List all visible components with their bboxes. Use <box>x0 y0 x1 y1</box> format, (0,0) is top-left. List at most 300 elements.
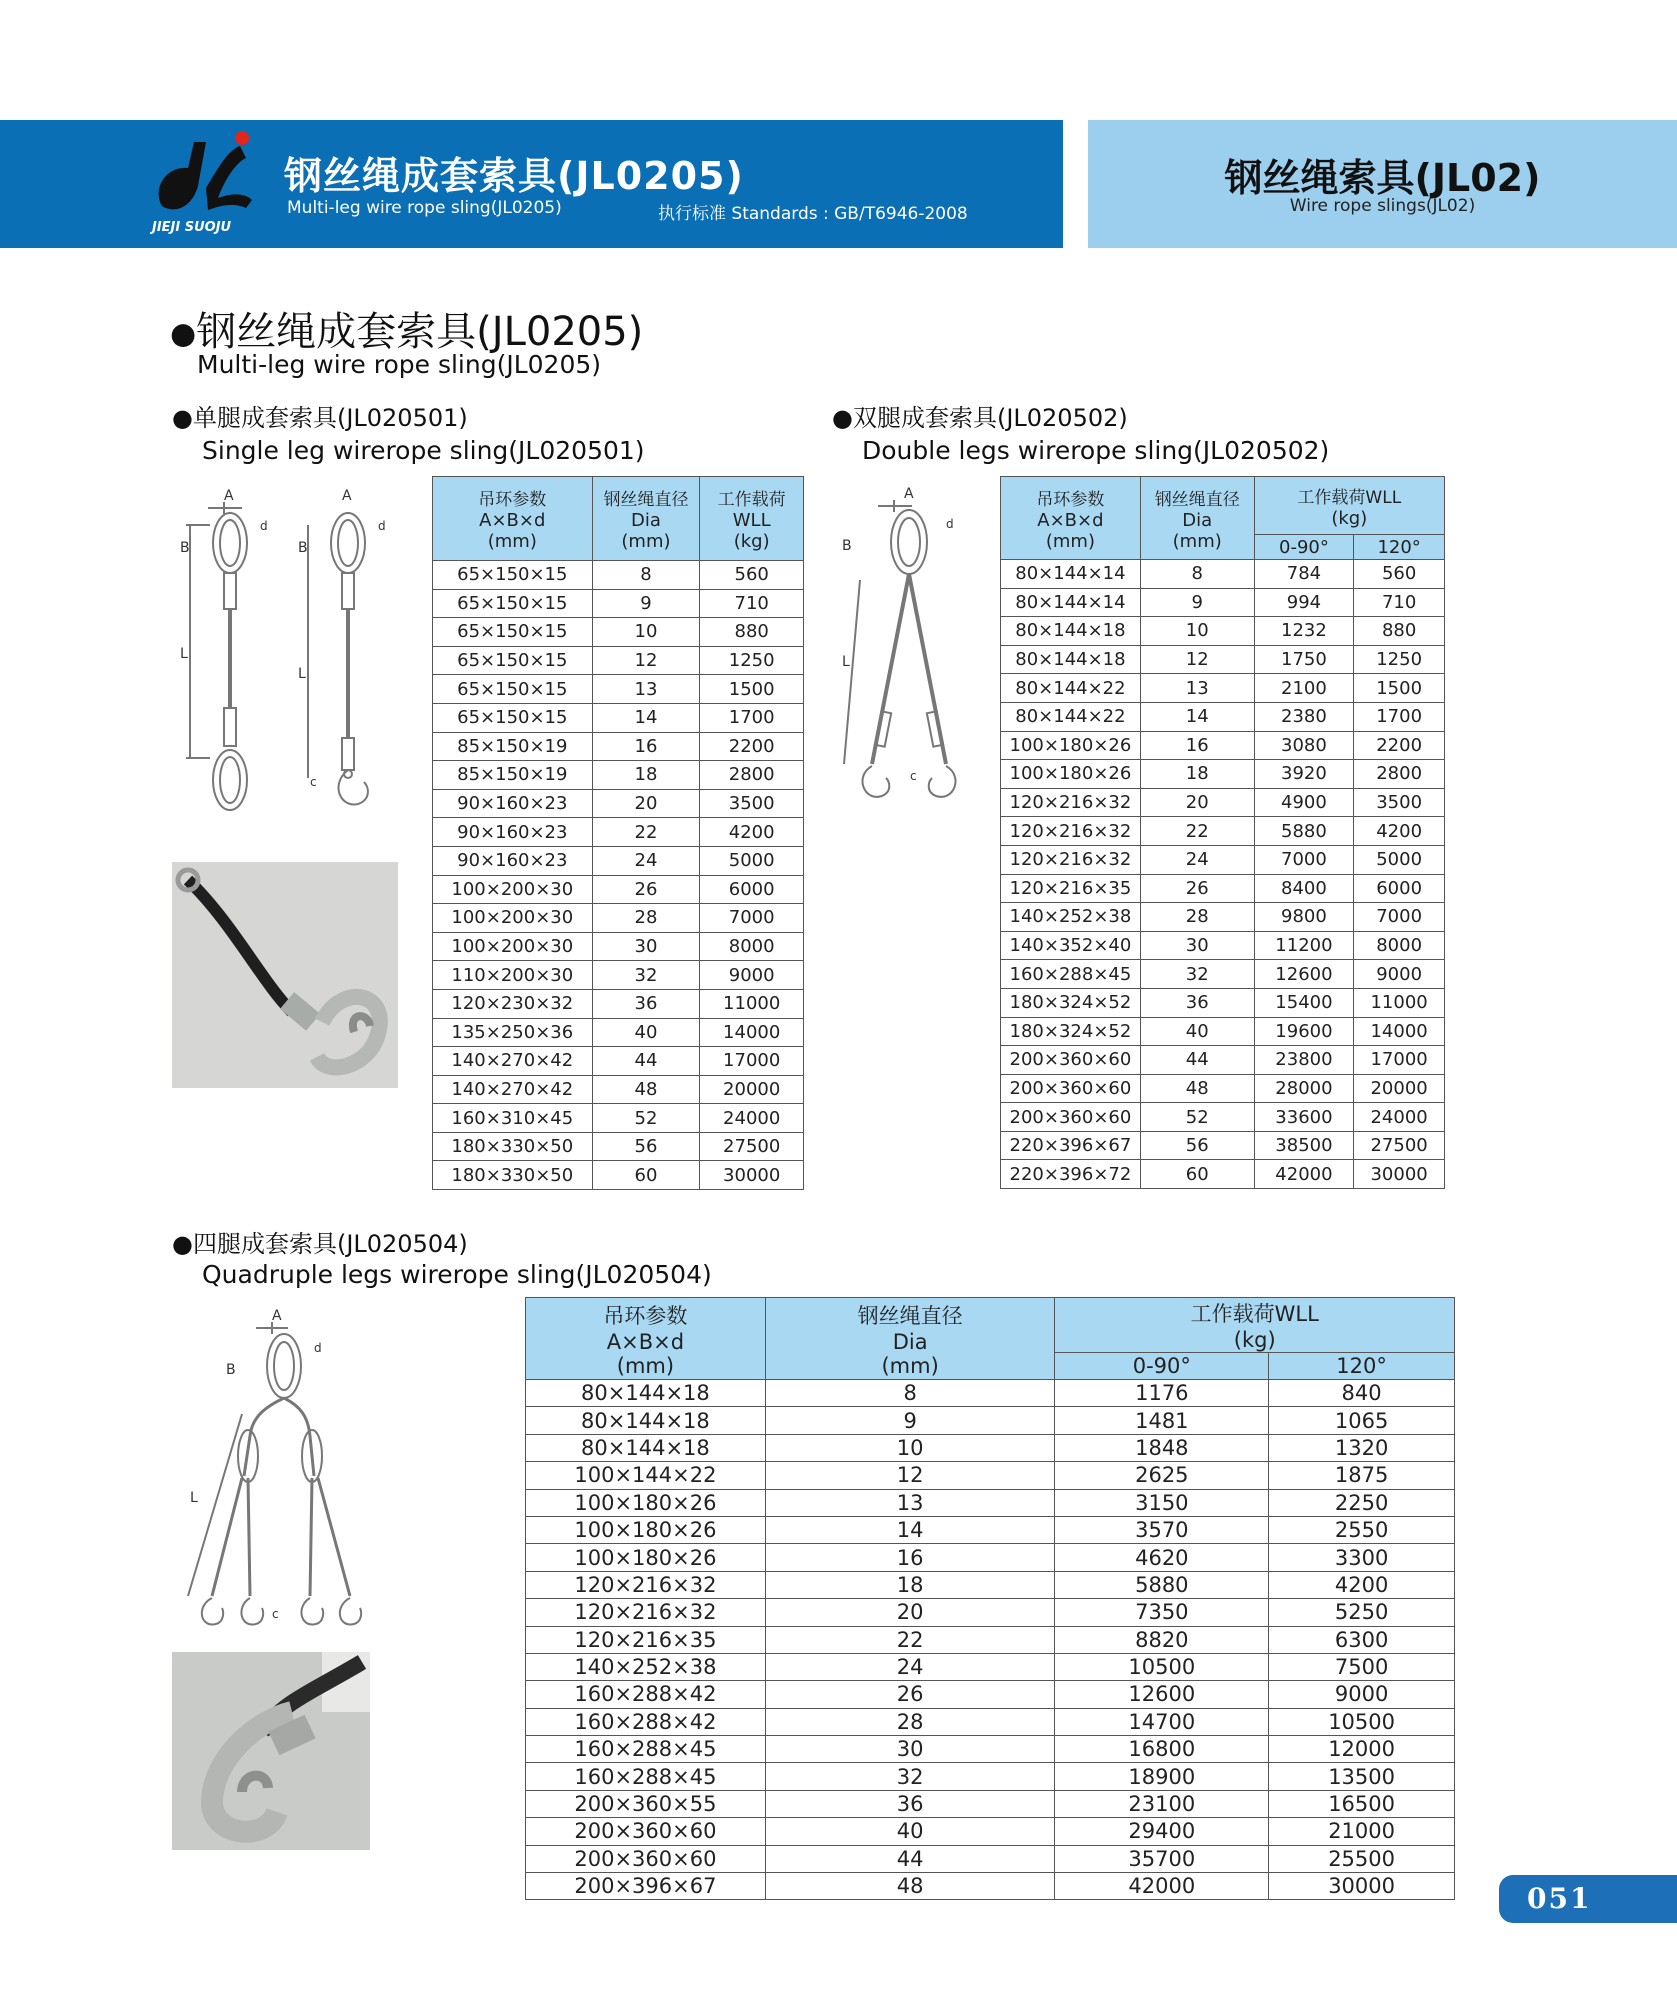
table-cell: 32 <box>1140 960 1254 989</box>
table-cell: 4200 <box>1354 817 1445 846</box>
table-cell: 12000 <box>1269 1736 1455 1763</box>
table-cell: 42000 <box>1254 1160 1354 1189</box>
table-cell: 710 <box>1354 588 1445 617</box>
table-cell: 200×360×60 <box>1001 1046 1141 1075</box>
svg-text:d: d <box>946 517 954 531</box>
table-cell: 10 <box>765 1434 1055 1461</box>
table-cell: 140×252×38 <box>1001 903 1141 932</box>
table-cell: 20 <box>765 1599 1055 1626</box>
table-row <box>526 1763 1455 1790</box>
table-cell: 24 <box>765 1653 1055 1680</box>
table-cell: 200×360×60 <box>526 1845 766 1872</box>
svg-text:c: c <box>272 1607 279 1621</box>
svg-text:c: c <box>910 769 917 783</box>
table-cell: 60 <box>1140 1160 1254 1189</box>
table-cell: 8400 <box>1254 874 1354 903</box>
company-logo <box>148 128 258 236</box>
table-cell: 23800 <box>1254 1046 1354 1075</box>
table-cell: 12 <box>765 1462 1055 1489</box>
table-row <box>526 1380 1455 1407</box>
table-row <box>526 1407 1455 1434</box>
table-row <box>1001 1160 1445 1189</box>
table-cell: 7000 <box>1354 903 1445 932</box>
table-cell: 2800 <box>700 761 804 790</box>
table-cell: 14700 <box>1055 1708 1269 1735</box>
table-cell: 100×180×26 <box>526 1516 766 1543</box>
table-row <box>526 1845 1455 1872</box>
table-cell: 120×216×35 <box>526 1626 766 1653</box>
table-cell: 80×144×18 <box>526 1434 766 1461</box>
table-cell: 710 <box>700 589 804 618</box>
table-cell: 140×252×38 <box>526 1653 766 1680</box>
table-row <box>526 1489 1455 1516</box>
table-cell: 10 <box>1140 617 1254 646</box>
table-cell: 12 <box>592 646 700 675</box>
table-cell: 9800 <box>1254 903 1354 932</box>
svg-text:L: L <box>180 646 188 662</box>
table-cell: 120×216×32 <box>1001 788 1141 817</box>
table-row <box>526 1818 1455 1845</box>
table-cell: 13 <box>592 675 700 704</box>
table-cell: 60 <box>592 1161 700 1190</box>
table-row <box>526 1599 1455 1626</box>
table-cell: 220×396×67 <box>1001 1131 1141 1160</box>
quad-leg-photo <box>172 1652 370 1850</box>
table-cell: 200×360×60 <box>1001 1074 1141 1103</box>
table-cell: 28 <box>1140 903 1254 932</box>
table-cell: 1750 <box>1254 645 1354 674</box>
table-cell: 160×288×42 <box>526 1681 766 1708</box>
table-cell: 8 <box>765 1380 1055 1407</box>
table-row <box>526 1681 1455 1708</box>
table-cell: 4200 <box>700 818 804 847</box>
table-cell: 140×352×40 <box>1001 931 1141 960</box>
table-cell: 5250 <box>1269 1599 1455 1626</box>
table-row <box>1001 931 1445 960</box>
table-cell: 19600 <box>1254 1017 1354 1046</box>
table-row <box>1001 588 1445 617</box>
table-row <box>433 989 804 1018</box>
col-header-params: 吊环参数 A×B×d (mm) <box>1001 477 1141 560</box>
col-header-dia: 钢丝绳直径 Dia (mm) <box>765 1298 1055 1380</box>
table-row <box>526 1516 1455 1543</box>
single-title-cn: ●单腿成套索具(JL020501) <box>172 404 468 432</box>
table-cell: 14000 <box>700 1018 804 1047</box>
table-cell: 180×330×50 <box>433 1132 593 1161</box>
table-row <box>1001 1131 1445 1160</box>
table-cell: 4200 <box>1269 1571 1455 1598</box>
single-leg-photo <box>172 862 398 1088</box>
table-cell: 3570 <box>1055 1516 1269 1543</box>
table-cell: 28000 <box>1254 1074 1354 1103</box>
table-cell: 90×160×23 <box>433 789 593 818</box>
table-cell: 65×150×15 <box>433 618 593 647</box>
table-row <box>1001 1074 1445 1103</box>
table-cell: 26 <box>592 875 700 904</box>
table-row <box>526 1708 1455 1735</box>
table-cell: 1250 <box>700 646 804 675</box>
svg-text:B: B <box>180 540 190 556</box>
table-cell: 220×396×72 <box>1001 1160 1141 1189</box>
table-cell: 18 <box>765 1571 1055 1598</box>
table-row <box>1001 1046 1445 1075</box>
table-cell: 11000 <box>1354 988 1445 1017</box>
col-header-dia: 钢丝绳直径 Dia (mm) <box>592 477 700 561</box>
svg-text:L: L <box>842 654 850 670</box>
table-cell: 20000 <box>700 1075 804 1104</box>
svg-text:d: d <box>314 1341 322 1355</box>
table-row <box>1001 674 1445 703</box>
table-cell: 994 <box>1254 588 1354 617</box>
table-cell: 2200 <box>700 732 804 761</box>
table-cell: 160×288×45 <box>526 1736 766 1763</box>
table-row <box>1001 845 1445 874</box>
table-cell: 13 <box>1140 674 1254 703</box>
table-row <box>1001 788 1445 817</box>
table-cell: 65×150×15 <box>433 561 593 590</box>
table-cell: 880 <box>700 618 804 647</box>
table-cell: 840 <box>1269 1380 1455 1407</box>
table-row <box>1001 1017 1445 1046</box>
double-title-en: Double legs wirerope sling(JL020502) <box>862 436 1330 465</box>
table-cell: 9 <box>592 589 700 618</box>
table-cell: 16800 <box>1055 1736 1269 1763</box>
table-cell: 560 <box>700 561 804 590</box>
single-leg-diagram <box>180 488 410 820</box>
table-cell: 30 <box>1140 931 1254 960</box>
table-cell: 22 <box>1140 817 1254 846</box>
table-cell: 90×160×23 <box>433 818 593 847</box>
table-row <box>433 1161 804 1190</box>
table-cell: 160×288×45 <box>1001 960 1141 989</box>
table-cell: 6300 <box>1269 1626 1455 1653</box>
table-cell: 22 <box>592 818 700 847</box>
svg-text:A: A <box>904 486 914 502</box>
table-row <box>433 1075 804 1104</box>
table-row <box>433 732 804 761</box>
table-cell: 10500 <box>1269 1708 1455 1735</box>
table-cell: 20000 <box>1354 1074 1445 1103</box>
table-cell: 80×144×18 <box>1001 617 1141 646</box>
table-cell: 17000 <box>1354 1046 1445 1075</box>
table-row <box>433 961 804 990</box>
svg-text:d: d <box>260 519 268 533</box>
table-row <box>1001 702 1445 731</box>
table-cell: 140×270×42 <box>433 1075 593 1104</box>
table-cell: 28 <box>592 904 700 933</box>
col-header-angle-0-90: 0-90° <box>1055 1353 1269 1380</box>
table-cell: 8 <box>1140 560 1254 589</box>
table-row <box>433 875 804 904</box>
table-cell: 26 <box>765 1681 1055 1708</box>
table-cell: 2250 <box>1269 1489 1455 1516</box>
table-cell: 21000 <box>1269 1818 1455 1845</box>
table-cell: 160×288×42 <box>526 1708 766 1735</box>
table-cell: 40 <box>1140 1017 1254 1046</box>
svg-text:B: B <box>226 1362 236 1378</box>
table-row <box>433 675 804 704</box>
table-cell: 8 <box>592 561 700 590</box>
table-cell: 30 <box>592 932 700 961</box>
table-cell: 4620 <box>1055 1544 1269 1571</box>
table-cell: 1848 <box>1055 1434 1269 1461</box>
table-cell: 14 <box>1140 702 1254 731</box>
table-cell: 80×144×14 <box>1001 560 1141 589</box>
table-cell: 80×144×14 <box>1001 588 1141 617</box>
table-cell: 2550 <box>1269 1516 1455 1543</box>
table-cell: 200×360×60 <box>526 1818 766 1845</box>
table-cell: 80×144×22 <box>1001 702 1141 731</box>
table-cell: 1176 <box>1055 1380 1269 1407</box>
table-cell: 16 <box>765 1544 1055 1571</box>
svg-text:JIEJI SUOJU: JIEJI SUOJU <box>152 220 232 235</box>
table-cell: 13500 <box>1269 1763 1455 1790</box>
table-row <box>1001 645 1445 674</box>
table-cell: 11000 <box>700 989 804 1018</box>
col-header-dia: 钢丝绳直径 Dia (mm) <box>1140 477 1254 560</box>
table-cell: 17000 <box>700 1047 804 1076</box>
table-cell: 30000 <box>700 1161 804 1190</box>
table-cell: 2380 <box>1254 702 1354 731</box>
table-cell: 7000 <box>700 904 804 933</box>
table-cell: 18 <box>1140 760 1254 789</box>
table-cell: 200×360×60 <box>1001 1103 1141 1132</box>
quad-leg-diagram <box>182 1306 372 1642</box>
table-cell: 12600 <box>1254 960 1354 989</box>
table-cell: 100×180×26 <box>526 1489 766 1516</box>
table-row <box>1001 960 1445 989</box>
table-cell: 1875 <box>1269 1462 1455 1489</box>
table-cell: 42000 <box>1055 1873 1269 1900</box>
table-cell: 5880 <box>1254 817 1354 846</box>
table-row <box>526 1873 1455 1900</box>
table-cell: 44 <box>765 1845 1055 1872</box>
table-cell: 15400 <box>1254 988 1354 1017</box>
table-cell: 80×144×18 <box>1001 645 1141 674</box>
header-right-subtitle: Wire rope slings(JL02) <box>1289 196 1476 216</box>
table-cell: 24 <box>1140 845 1254 874</box>
table-cell: 1481 <box>1055 1407 1269 1434</box>
table-cell: 23100 <box>1055 1790 1269 1817</box>
table-cell: 180×330×50 <box>433 1161 593 1190</box>
col-header-wll: 工作载荷 WLL (kg) <box>700 477 804 561</box>
table-row <box>1001 874 1445 903</box>
table-cell: 16 <box>1140 731 1254 760</box>
table-cell: 120×230×32 <box>433 989 593 1018</box>
col-header-params: 吊环参数 A×B×d (mm) <box>526 1298 766 1380</box>
table-cell: 120×216×32 <box>526 1599 766 1626</box>
table-cell: 30 <box>765 1736 1055 1763</box>
table-row <box>1001 560 1445 589</box>
table-cell: 32 <box>765 1763 1055 1790</box>
table-cell: 120×216×32 <box>1001 845 1141 874</box>
table-cell: 48 <box>765 1873 1055 1900</box>
table-cell: 40 <box>592 1018 700 1047</box>
page-number: 051 <box>1499 1875 1677 1923</box>
table-cell: 3500 <box>1354 788 1445 817</box>
section-subtitle: Multi-leg wire rope sling(JL0205) <box>197 350 602 379</box>
table-cell: 22 <box>765 1626 1055 1653</box>
table-cell: 160×310×45 <box>433 1104 593 1133</box>
col-header-angle-120: 120° <box>1269 1353 1455 1380</box>
table-cell: 3300 <box>1269 1544 1455 1571</box>
double-title-cn: ●双腿成套索具(JL020502) <box>832 404 1128 432</box>
table-cell: 11200 <box>1254 931 1354 960</box>
table-row <box>1001 988 1445 1017</box>
table-cell: 16500 <box>1269 1790 1455 1817</box>
table-cell: 100×180×26 <box>1001 760 1141 789</box>
table-cell: 36 <box>765 1790 1055 1817</box>
table-cell: 180×324×52 <box>1001 1017 1141 1046</box>
table-cell: 5880 <box>1055 1571 1269 1598</box>
table-cell: 30000 <box>1354 1160 1445 1189</box>
table-cell: 9000 <box>1269 1681 1455 1708</box>
table-cell: 20 <box>1140 788 1254 817</box>
table-cell: 25500 <box>1269 1845 1455 1872</box>
svg-text:L: L <box>298 666 306 682</box>
table-cell: 200×360×55 <box>526 1790 766 1817</box>
table-row <box>433 1018 804 1047</box>
table-row <box>433 646 804 675</box>
svg-text:L: L <box>190 1490 198 1506</box>
double-leg-table <box>1000 476 1445 1189</box>
table-cell: 9000 <box>1354 960 1445 989</box>
svg-text:c: c <box>310 775 317 789</box>
table-cell: 160×288×45 <box>526 1763 766 1790</box>
table-cell: 44 <box>1140 1046 1254 1075</box>
table-cell: 36 <box>592 989 700 1018</box>
table-row <box>1001 817 1445 846</box>
table-cell: 135×250×36 <box>433 1018 593 1047</box>
table-row <box>433 589 804 618</box>
svg-text:A: A <box>272 1308 282 1324</box>
table-cell: 10500 <box>1055 1653 1269 1680</box>
table-row <box>433 1047 804 1076</box>
table-cell: 20 <box>592 789 700 818</box>
table-cell: 9 <box>765 1407 1055 1434</box>
table-cell: 52 <box>1140 1103 1254 1132</box>
table-cell: 3500 <box>700 789 804 818</box>
col-header-params: 吊环参数 A×B×d (mm) <box>433 477 593 561</box>
table-row <box>526 1626 1455 1653</box>
col-header-angle-120: 120° <box>1354 535 1445 560</box>
table-cell: 6000 <box>700 875 804 904</box>
table-cell: 44 <box>592 1047 700 1076</box>
table-cell: 7500 <box>1269 1653 1455 1680</box>
table-cell: 5000 <box>1354 845 1445 874</box>
header-subtitle: Multi-leg wire rope sling(JL0205) <box>287 198 562 218</box>
table-row <box>433 904 804 933</box>
col-header-wll: 工作载荷WLL (kg) <box>1254 477 1444 535</box>
table-row <box>1001 731 1445 760</box>
table-row <box>433 846 804 875</box>
table-row <box>433 1132 804 1161</box>
table-cell: 18900 <box>1055 1763 1269 1790</box>
table-row <box>526 1434 1455 1461</box>
svg-text:B: B <box>842 538 852 554</box>
table-row <box>433 761 804 790</box>
table-cell: 2800 <box>1354 760 1445 789</box>
table-cell: 9000 <box>700 961 804 990</box>
table-cell: 80×144×18 <box>526 1380 766 1407</box>
table-cell: 100×180×26 <box>1001 731 1141 760</box>
table-row <box>433 561 804 590</box>
table-cell: 80×144×18 <box>526 1407 766 1434</box>
table-cell: 880 <box>1354 617 1445 646</box>
table-cell: 12 <box>1140 645 1254 674</box>
svg-text:B: B <box>298 540 308 556</box>
table-row <box>1001 1103 1445 1132</box>
table-cell: 65×150×15 <box>433 646 593 675</box>
table-cell: 1700 <box>700 703 804 732</box>
table-cell: 56 <box>592 1132 700 1161</box>
table-cell: 3150 <box>1055 1489 1269 1516</box>
table-cell: 85×150×19 <box>433 732 593 761</box>
single-title-en: Single leg wirerope sling(JL020501) <box>202 436 645 465</box>
table-cell: 26 <box>1140 874 1254 903</box>
table-cell: 120×216×32 <box>1001 817 1141 846</box>
table-row <box>1001 760 1445 789</box>
svg-text:d: d <box>378 519 386 533</box>
table-cell: 1700 <box>1354 702 1445 731</box>
table-cell: 120×216×32 <box>526 1571 766 1598</box>
table-cell: 12600 <box>1055 1681 1269 1708</box>
table-row <box>433 932 804 961</box>
table-cell: 13 <box>765 1489 1055 1516</box>
table-cell: 80×144×22 <box>1001 674 1141 703</box>
table-cell: 36 <box>1140 988 1254 1017</box>
table-cell: 56 <box>1140 1131 1254 1160</box>
table-cell: 24000 <box>700 1104 804 1133</box>
table-cell: 65×150×15 <box>433 589 593 618</box>
table-cell: 14000 <box>1354 1017 1445 1046</box>
quad-leg-table <box>525 1297 1455 1900</box>
table-cell: 18 <box>592 761 700 790</box>
table-cell: 24 <box>592 846 700 875</box>
table-cell: 90×160×23 <box>433 846 593 875</box>
table-cell: 100×200×30 <box>433 875 593 904</box>
table-cell: 4900 <box>1254 788 1354 817</box>
table-cell: 8000 <box>1354 931 1445 960</box>
table-cell: 38500 <box>1254 1131 1354 1160</box>
table-cell: 14 <box>765 1516 1055 1543</box>
table-cell: 2200 <box>1354 731 1445 760</box>
table-cell: 33600 <box>1254 1103 1354 1132</box>
table-cell: 16 <box>592 732 700 761</box>
table-row <box>433 1104 804 1133</box>
table-cell: 27500 <box>700 1132 804 1161</box>
table-cell: 52 <box>592 1104 700 1133</box>
table-cell: 1500 <box>1354 674 1445 703</box>
quad-title-en: Quadruple legs wirerope sling(JL020504) <box>202 1260 712 1289</box>
table-cell: 27500 <box>1354 1131 1445 1160</box>
table-cell: 3920 <box>1254 760 1354 789</box>
table-cell: 5000 <box>700 846 804 875</box>
svg-text:A: A <box>342 488 352 504</box>
table-cell: 100×180×26 <box>526 1544 766 1571</box>
table-cell: 120×216×35 <box>1001 874 1141 903</box>
table-row <box>433 789 804 818</box>
table-cell: 9 <box>1140 588 1254 617</box>
quad-title-cn: ●四腿成套索具(JL020504) <box>172 1230 468 1258</box>
table-cell: 8000 <box>700 932 804 961</box>
col-header-wll: 工作载荷WLL (kg) <box>1055 1298 1455 1353</box>
header-right-title: 钢丝绳索具(JL02) <box>1224 156 1541 200</box>
col-header-angle-0-90: 0-90° <box>1254 535 1354 560</box>
table-cell: 32 <box>592 961 700 990</box>
table-cell: 48 <box>1140 1074 1254 1103</box>
section-title: ●钢丝绳成套索具(JL0205) <box>170 309 644 355</box>
